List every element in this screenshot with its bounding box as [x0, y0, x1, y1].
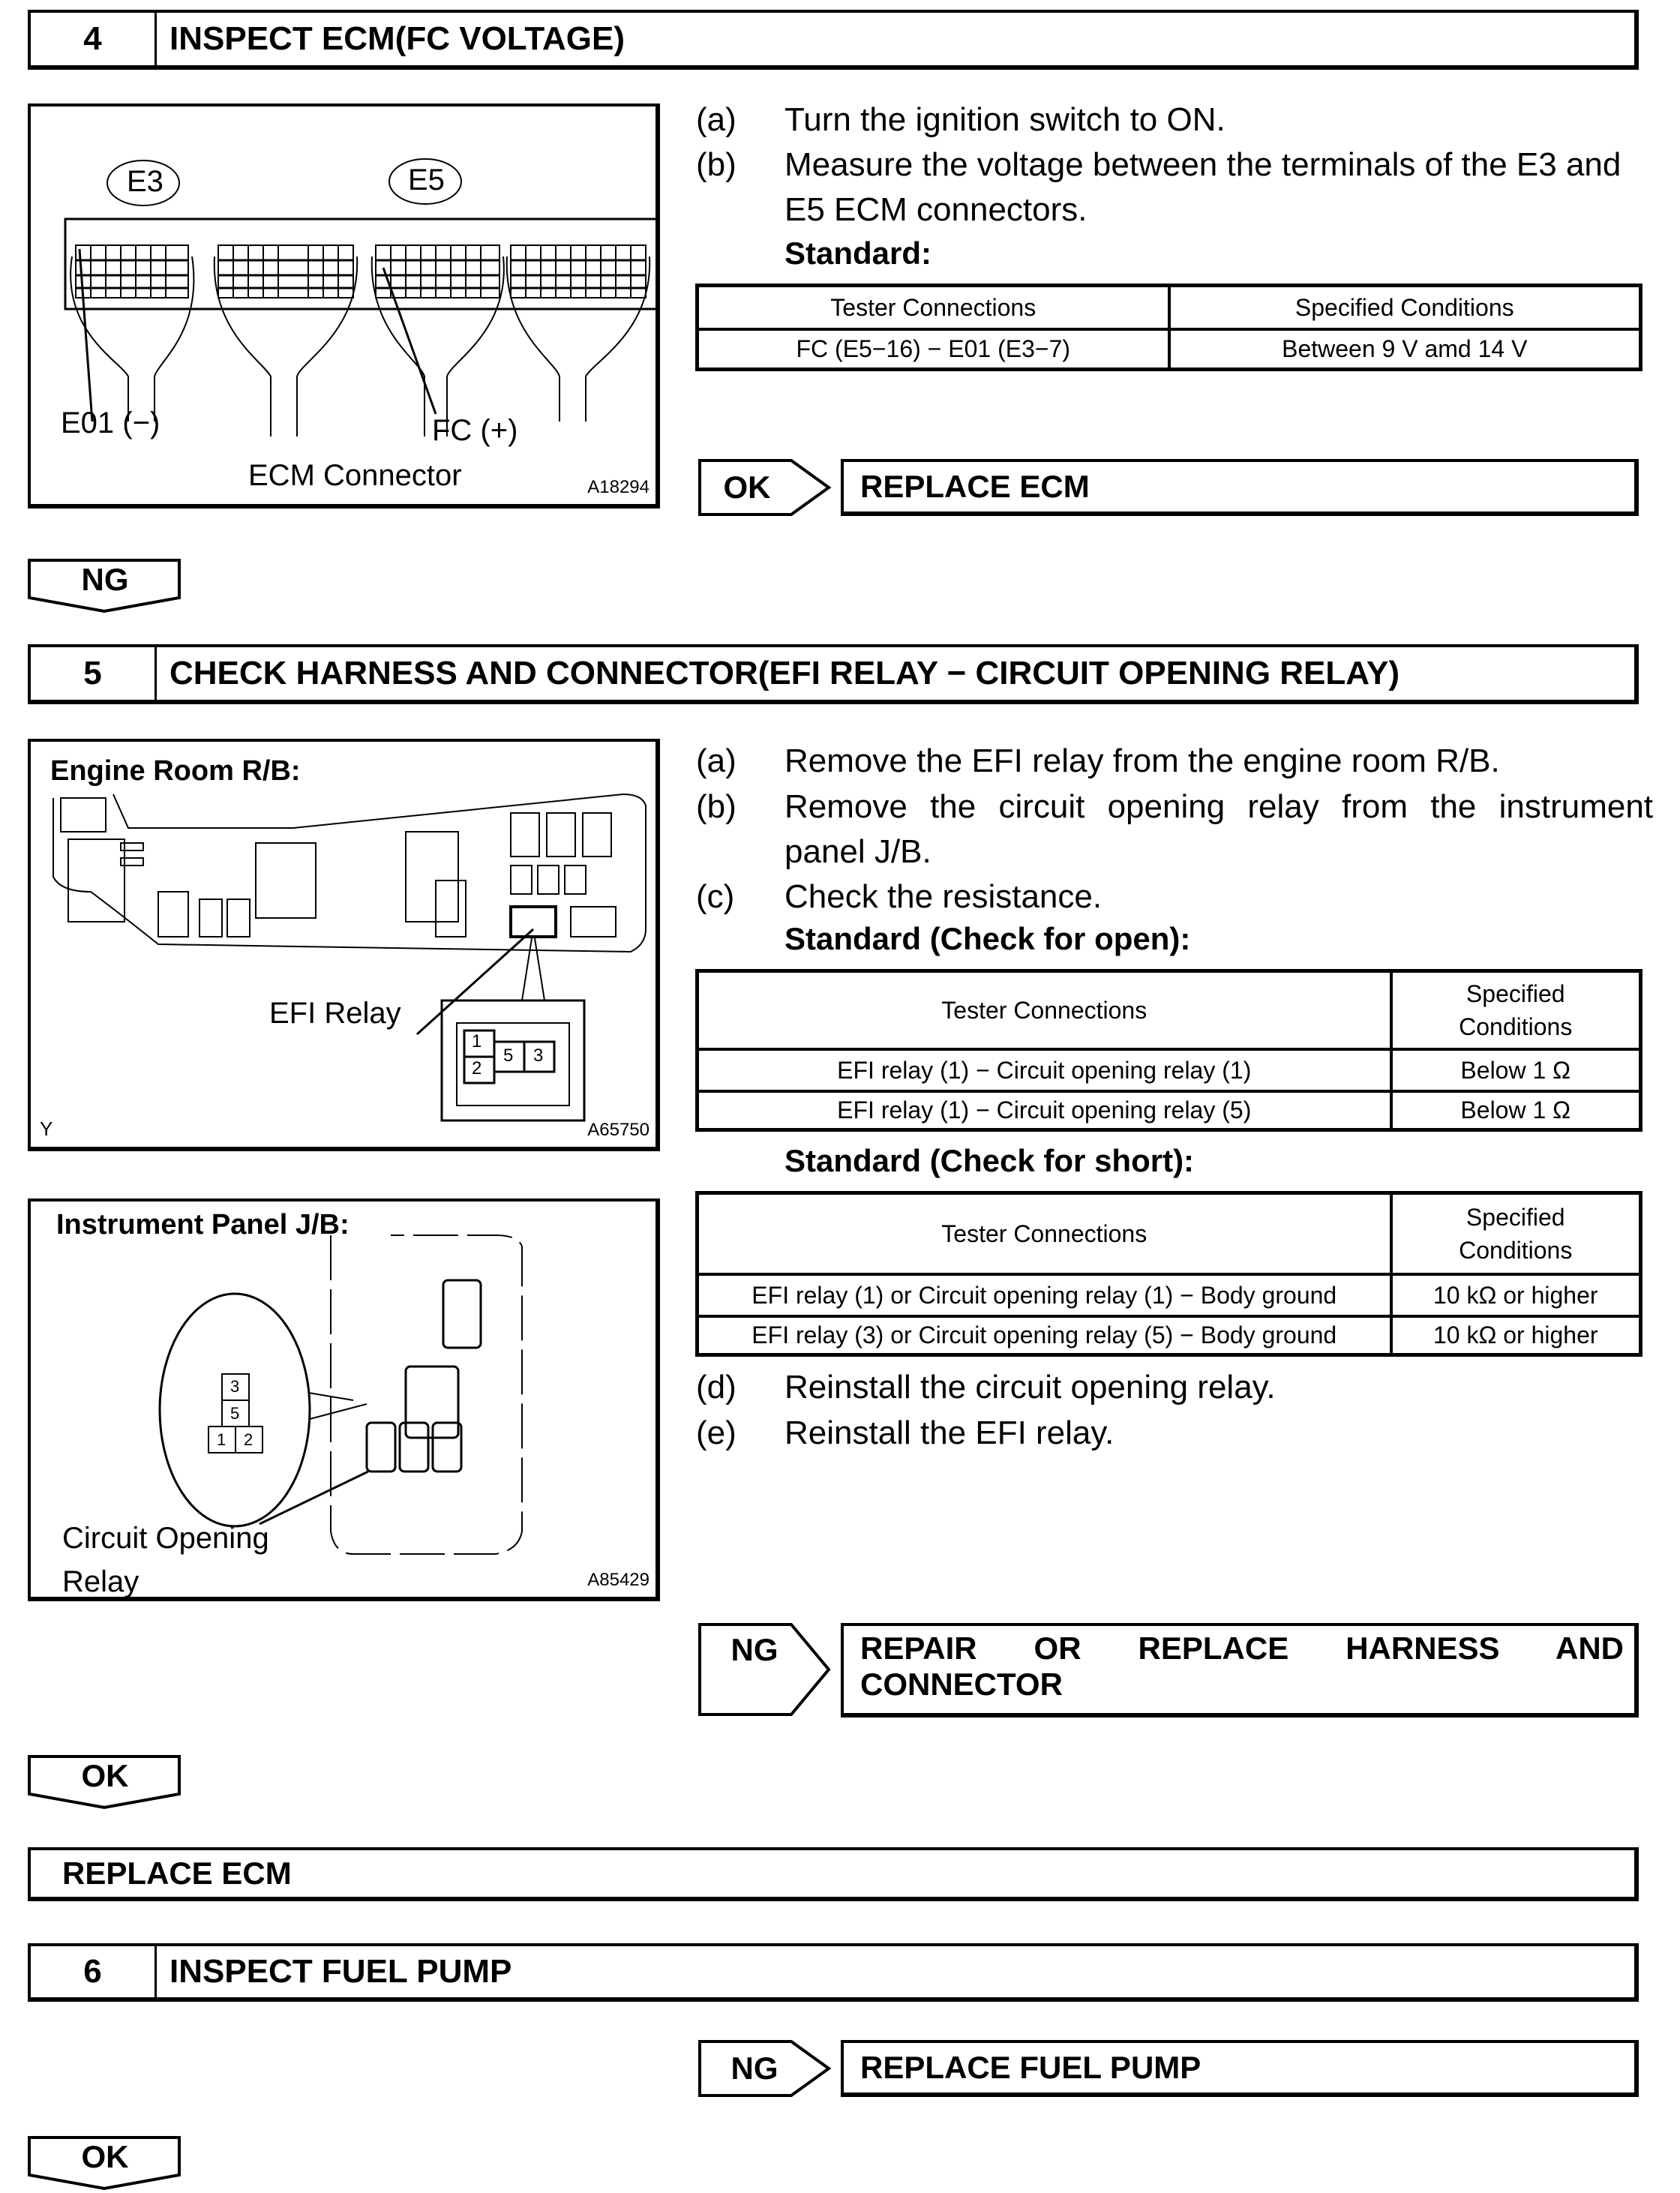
e01-terminal-label: E01 (−) [61, 406, 160, 440]
result-label: REPLACE ECM [62, 1856, 292, 1891]
instruction-text-cont: panel J/B. [784, 833, 932, 870]
standard-open-label: Standard (Check for open): [784, 921, 1191, 956]
figure-code: A65750 [587, 1120, 650, 1140]
short-check-table [695, 1191, 1642, 1357]
table-cell: Between 9 V amd 14 V [1169, 329, 1641, 370]
figure-corner-mark: Y [40, 1118, 53, 1140]
replace-fuel-pump-result[interactable] [841, 2040, 1639, 2097]
relay-pin-1: 1 [472, 1031, 482, 1052]
ok-arrow-label: OK [723, 470, 771, 505]
ecm-connector-diagram-icon [31, 106, 660, 508]
instruction-text: Check the resistance. [784, 878, 1102, 915]
ng-arrow-label: NG [730, 2050, 778, 2086]
repair-harness-result[interactable] [841, 1623, 1639, 1718]
step-5-header [28, 644, 1639, 704]
figure-title: Engine Room R/B: [50, 755, 301, 787]
instruction-marker: (e) [696, 1414, 736, 1451]
table-header: Tester Connections [698, 971, 1391, 1049]
instruction-d [696, 1365, 1641, 1410]
fc-terminal-label: FC (+) [432, 414, 518, 447]
relay-pin-5: 5 [503, 1046, 514, 1066]
e3-connector-label: E3 [127, 165, 164, 198]
instruction-e [696, 1411, 1641, 1456]
table-cell: EFI relay (1) − Circuit opening relay (1) [698, 1049, 1391, 1091]
engine-room-rb-figure [28, 739, 660, 1151]
relay-pin-3: 3 [230, 1377, 240, 1396]
ok-arrow-label: OK [81, 1758, 129, 1793]
e5-connector-label: E5 [408, 164, 445, 196]
relay-pin-2: 2 [244, 1430, 254, 1449]
table-cell: 10 kΩ or higher [1391, 1316, 1641, 1355]
figure-code: A85429 [587, 1570, 650, 1590]
instruction-marker: (c) [696, 878, 735, 915]
instruction-text: Remove the circuit opening relay from the instrument [784, 788, 1654, 825]
replace-ecm-final[interactable] [28, 1847, 1639, 1901]
replace-ecm-result[interactable] [841, 459, 1639, 516]
instruction-marker: (d) [696, 1369, 736, 1406]
table-header: Tester Connections [698, 286, 1169, 329]
label-line-1: Circuit Opening [62, 1522, 269, 1555]
instruction-a [696, 98, 1641, 142]
table-cell: EFI relay (1) − Circuit opening relay (5) [698, 1091, 1391, 1130]
step-number: 5 [31, 647, 157, 700]
instruction-b [696, 142, 1641, 232]
table-header: Specified Conditions [1169, 286, 1641, 329]
voltage-spec-table [695, 284, 1642, 371]
efi-relay-label: EFI Relay [269, 997, 401, 1030]
result-label: REPLACE ECM [860, 469, 1090, 504]
instruction-marker: (b) [696, 146, 736, 183]
instruction-marker: (a) [696, 742, 736, 779]
header-line-1: Specified [1466, 1203, 1565, 1231]
ok-arrow-label: OK [81, 2139, 129, 2174]
header-line-2: Conditions [1459, 1236, 1573, 1264]
instruction-marker: (a) [696, 101, 736, 138]
table-header: Tester Connections [698, 1193, 1391, 1274]
standard-label: Standard: [784, 236, 932, 271]
label-line-2: Relay [62, 1565, 140, 1598]
relay-pin-1: 1 [217, 1430, 226, 1449]
relay-block-diagram-icon [31, 742, 660, 1151]
relay-pin-3: 3 [533, 1046, 544, 1066]
instruction-b [696, 784, 1654, 874]
step-title: CHECK HARNESS AND CONNECTOR(EFI RELAY − CIRCUIT OPENING RELAY) [170, 655, 1400, 692]
table-cell: Below 1 Ω [1391, 1091, 1641, 1130]
relay-pin-2: 2 [472, 1058, 482, 1078]
instruction-text: Remove the EFI relay from the engine room R/B. [784, 742, 1500, 779]
ecm-connector-figure [28, 104, 660, 508]
table-cell: 10 kΩ or higher [1391, 1274, 1641, 1316]
instruction-a [696, 739, 1641, 784]
step-number: 4 [31, 13, 157, 65]
instruction-text: Reinstall the EFI relay. [784, 1414, 1114, 1451]
instruction-text-cont: E5 ECM connectors. [784, 191, 1088, 228]
circuit-opening-relay-label [62, 1516, 269, 1601]
figure-caption: ECM Connector [248, 459, 462, 492]
ng-arrow-label: NG [730, 1632, 778, 1667]
header-line-1: Specified [1466, 980, 1565, 1007]
instruction-marker: (b) [696, 788, 736, 825]
table-header [1391, 971, 1641, 1049]
instruction-text: Reinstall the circuit opening relay. [784, 1369, 1276, 1406]
step-title: INSPECT FUEL PUMP [170, 1953, 512, 1990]
standard-short-label: Standard (Check for short): [784, 1143, 1195, 1178]
step-title: INSPECT ECM(FC VOLTAGE) [170, 20, 626, 57]
header-line-2: Conditions [1459, 1012, 1573, 1040]
figure-code: A18294 [587, 477, 650, 497]
table-cell: EFI relay (3) or Circuit opening relay (5) − Body ground [698, 1316, 1391, 1355]
table-header [1391, 1193, 1641, 1274]
figure-title: Instrument Panel J/B: [56, 1209, 350, 1240]
table-cell: Below 1 Ω [1391, 1049, 1641, 1091]
relay-pin-5: 5 [230, 1404, 240, 1423]
table-cell: FC (E5−16) − E01 (E3−7) [698, 329, 1169, 370]
step-4-header [28, 10, 1639, 70]
ng-arrow-label: NG [81, 562, 129, 597]
result-label: REPAIR OR REPLACE HARNESS AND CONNECTOR [860, 1630, 1624, 1702]
instruction-c [696, 874, 1641, 920]
instruction-text: Turn the ignition switch to ON. [784, 101, 1226, 138]
step-6-header [28, 1943, 1639, 2002]
instrument-panel-jb-figure [28, 1198, 660, 1601]
instruction-text: Measure the voltage between the terminals of the E3 and [784, 146, 1622, 183]
open-check-table [695, 969, 1642, 1132]
step-number: 6 [31, 1946, 157, 1997]
table-cell: EFI relay (1) or Circuit opening relay (1) − Body ground [698, 1274, 1391, 1316]
result-label: REPLACE FUEL PUMP [860, 2050, 1202, 2085]
